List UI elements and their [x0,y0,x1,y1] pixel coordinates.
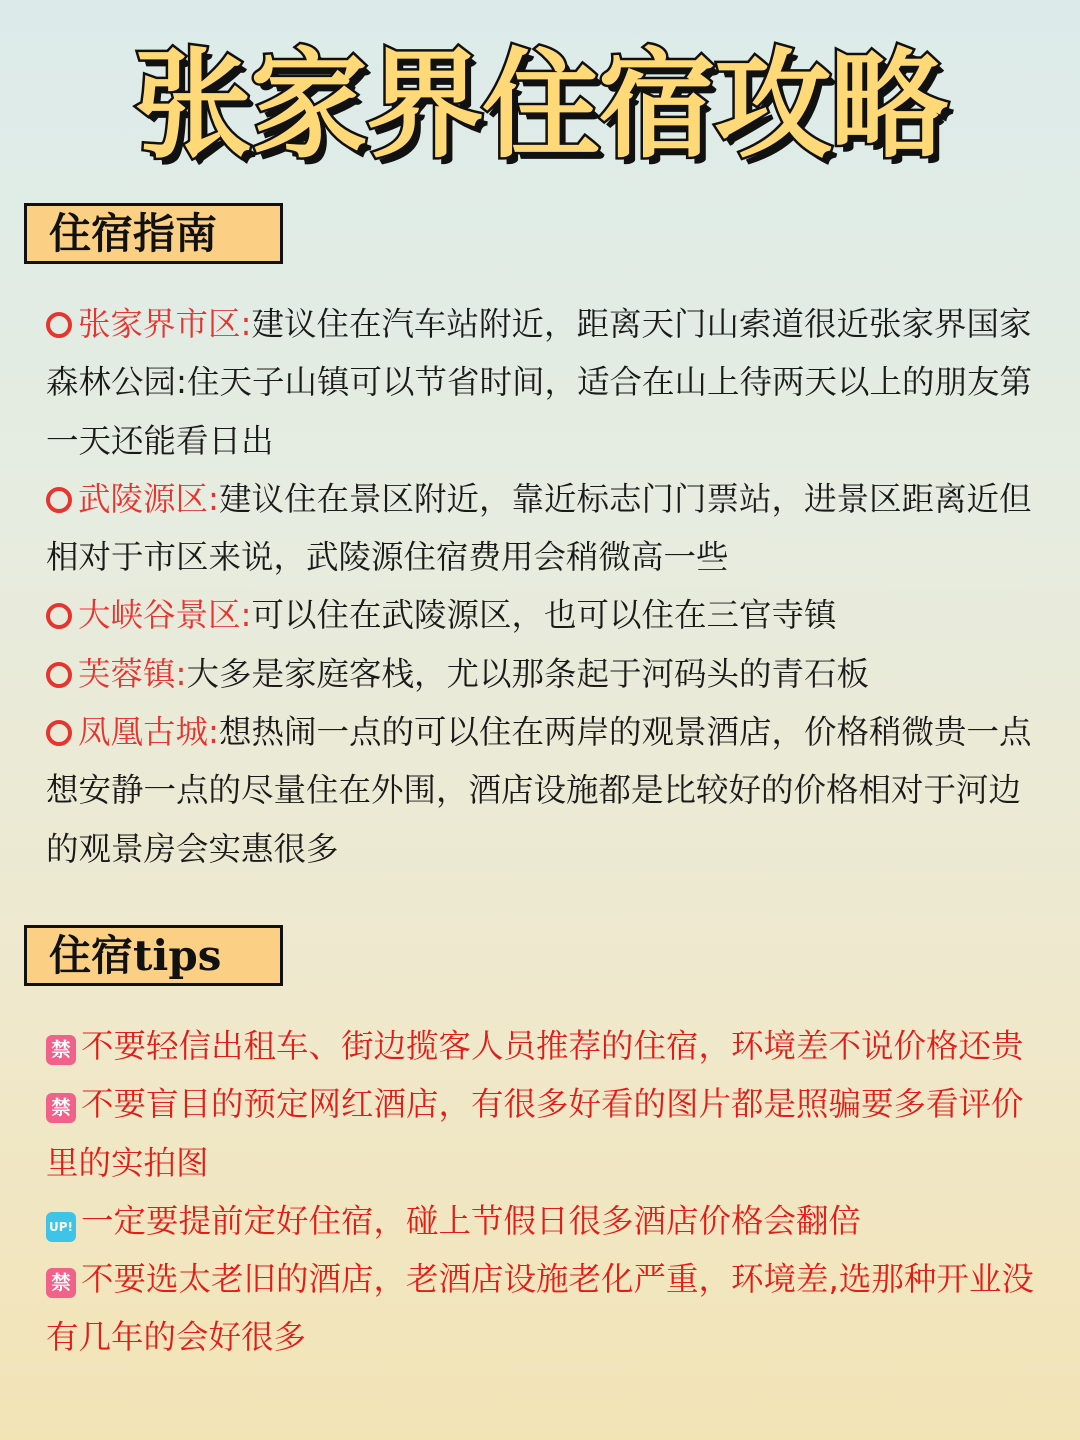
place-description: 建议住在景区附近，靠近标志门门票站，进景区距离近但相对于市区来说，武陵源住宿费用会稍微高一些 [46,479,1032,577]
place-description: 大多是家庭客栈，尤以那条起于河码头的青石板 [186,654,869,693]
section-label-tips: 住宿tips [24,925,283,986]
guide-item-fenghuang [46,703,1041,878]
ban-icon: 禁 [46,1268,76,1298]
ban-icon: 禁 [46,1093,76,1123]
place-description: 可以住在武陵源区，也可以住在三官寺镇 [251,596,837,635]
place-name: 大峡谷景区: [78,596,252,635]
tips-list [46,1017,1041,1367]
section-label-guide: 住宿指南 [24,203,283,264]
place-name: 张家界市区: [78,305,252,343]
circle-icon [46,312,72,338]
ban-icon: 禁 [46,1035,76,1065]
circle-icon [46,662,72,688]
guide-item-grand-canyon [46,586,1041,644]
tip-text: 不要盲目的预定网红酒店，有很多好看的图片都是照骗要多看评价里的实拍图 [46,1085,1024,1182]
guide-list [46,295,1041,878]
circle-icon [46,720,72,746]
place-name: 武陵源区: [78,479,219,518]
guide-item-furong-town [46,645,1041,703]
tip-item [46,1075,1041,1192]
tip-text: 一定要提前定好住宿，碰上节假日很多酒店价格会翻倍 [81,1201,862,1240]
guide-item-zhangjiajie-city [46,295,1041,470]
tip-item [46,1250,1041,1367]
tip-text: 不要选太老旧的酒店，老酒店设施老化严重，环境差,选那种开业没有几年的会好很多 [46,1260,1034,1357]
place-description: 想热闹一点的可以住在两岸的观景酒店，价格稍微贵一点想安静一点的尽量住在外围，酒店设施都是比较好的价格相对于河边的观景房会实惠很多 [46,713,1032,868]
circle-icon [46,603,72,629]
tip-text: 不要轻信出租车、街边揽客人员推荐的住宿，环境差不说价格还贵 [81,1027,1024,1065]
tip-item [46,1192,1041,1250]
page-title: 张家界住宿攻略 [133,35,946,174]
place-name: 芙蓉镇: [78,654,187,693]
place-description: 建议住在汽车站附近，距离天门山索道很近张家界国家森林公园:住天子山镇可以节省时间，适合在山上待两天以上的朋友第一天还能看日出 [46,305,1032,460]
place-name: 凤凰古城: [78,713,219,752]
guide-item-wulingyuan [46,470,1041,587]
tip-item [46,1017,1041,1075]
circle-icon [46,487,72,513]
up-icon: UP! [46,1212,76,1242]
